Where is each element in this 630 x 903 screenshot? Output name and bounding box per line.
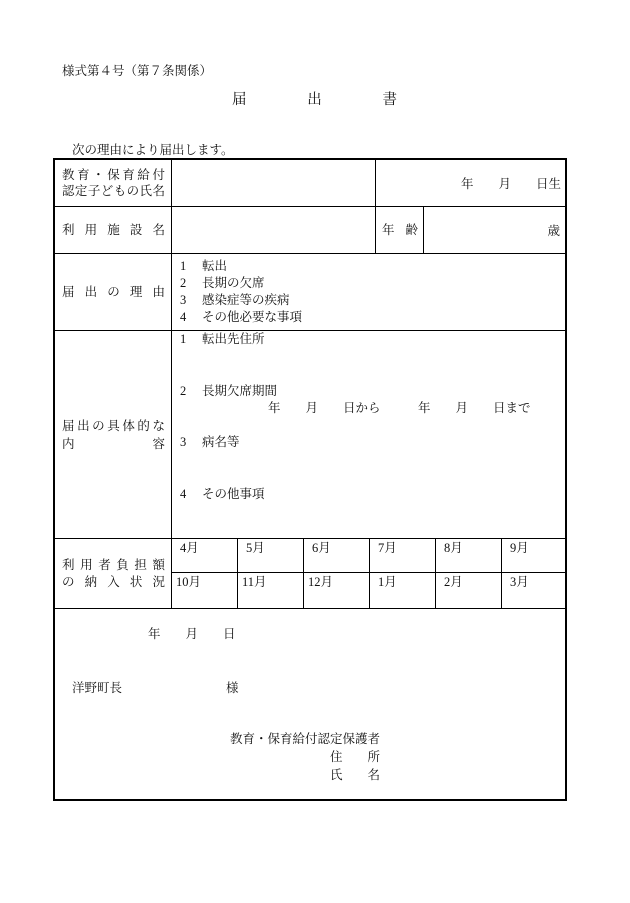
child-name-field xyxy=(172,160,376,206)
reason-option-number: 2 xyxy=(180,276,187,290)
month-cell: 7月 xyxy=(370,539,436,573)
reason-option-number: 4 xyxy=(180,310,187,324)
page-title: 届 出 書 xyxy=(232,92,397,108)
reason-option xyxy=(180,292,565,309)
row-child-name xyxy=(55,160,565,207)
label-child-name xyxy=(55,160,172,206)
row-payment xyxy=(55,539,565,609)
label-payment xyxy=(55,539,172,608)
details-item xyxy=(180,383,277,400)
form-table xyxy=(53,158,567,801)
label-facility xyxy=(55,207,172,253)
details-item xyxy=(180,331,265,348)
month-cell: 3月 xyxy=(510,575,529,589)
addressee: 洋野町長 xyxy=(72,681,123,695)
label-reason-text: 届 出 の 理 由 xyxy=(62,285,165,299)
applicant-title: 教育・保育給付認定保護者 xyxy=(230,732,381,746)
birthdate-text: 年 月 日生 xyxy=(460,177,561,191)
age-field xyxy=(424,207,565,253)
details-content xyxy=(172,331,565,538)
details-item-text: 長期欠席期間 xyxy=(202,384,278,398)
age-unit: 歳 xyxy=(547,224,560,238)
reason-option xyxy=(180,275,565,292)
month-cell: 8月 xyxy=(436,539,502,573)
name-label: 氏 名 xyxy=(330,768,381,782)
submission-date: 年 月 日 xyxy=(148,627,236,641)
reason-option-number: 1 xyxy=(180,259,187,273)
form-number: 様式第４号（第７条関係） xyxy=(62,64,213,78)
details-item-number: 1 xyxy=(180,332,187,346)
details-item-text: その他事項 xyxy=(202,487,265,501)
details-item-number: 4 xyxy=(180,487,187,501)
honorific: 様 xyxy=(226,681,239,695)
label-payment-line1: 利 用 者 負 担 額 xyxy=(62,557,165,572)
details-item xyxy=(180,486,265,503)
reason-option-text: 感染症等の疾病 xyxy=(202,293,290,307)
facility-name-field xyxy=(172,207,376,253)
label-child-name-line1: 教育・保育給付 xyxy=(62,168,165,182)
month-cell: 9月 xyxy=(502,539,565,573)
reason-option xyxy=(180,309,565,326)
row-footer xyxy=(55,609,565,799)
label-details xyxy=(55,331,172,538)
age-label-text: 年 齢 xyxy=(382,223,418,237)
details-item xyxy=(180,434,240,451)
birthdate-field xyxy=(376,160,565,206)
month-grid xyxy=(172,539,565,608)
intro-text: 次の理由により届出します。 xyxy=(72,143,234,157)
month-cell: 4月 xyxy=(172,539,238,573)
label-child-name-line2: 認定子どもの氏名 xyxy=(62,184,165,198)
label-reason xyxy=(55,254,172,330)
details-item-number: 3 xyxy=(180,435,187,449)
row-facility xyxy=(55,207,565,254)
label-facility-text: 利 用 施 設 名 xyxy=(62,223,165,237)
details-item-text: 転出先住所 xyxy=(202,332,265,346)
reason-option-text: 転出 xyxy=(202,259,228,273)
row-details xyxy=(55,331,565,539)
month-cell: 6月 xyxy=(304,539,370,573)
details-item-text: 病名等 xyxy=(202,435,240,449)
absence-period-line: 年 月 日から 年 月 日まで xyxy=(268,401,531,415)
reason-option-text: その他必要な事項 xyxy=(202,310,303,324)
age-label xyxy=(376,207,424,253)
row-reason xyxy=(55,254,565,331)
month-cell: 10月 xyxy=(172,573,238,608)
label-payment-line2: の 納 入 状 況 xyxy=(62,574,165,589)
label-details-line1: 届出の具体的な xyxy=(62,418,165,433)
reason-options xyxy=(172,254,565,330)
month-cell: 1月 xyxy=(370,573,436,608)
month-cell: 5月 xyxy=(238,539,304,573)
month-cell: 11月 xyxy=(238,573,304,608)
reason-option-text: 長期の欠席 xyxy=(202,276,265,290)
month-cell: 12月 xyxy=(304,573,370,608)
month-cell: 2月 xyxy=(436,573,502,608)
reason-option xyxy=(180,258,565,275)
details-item-number: 2 xyxy=(180,384,187,398)
reason-option-number: 3 xyxy=(180,293,187,307)
label-details-line2: 内 容 xyxy=(62,436,165,451)
address-label: 住 所 xyxy=(330,750,381,764)
